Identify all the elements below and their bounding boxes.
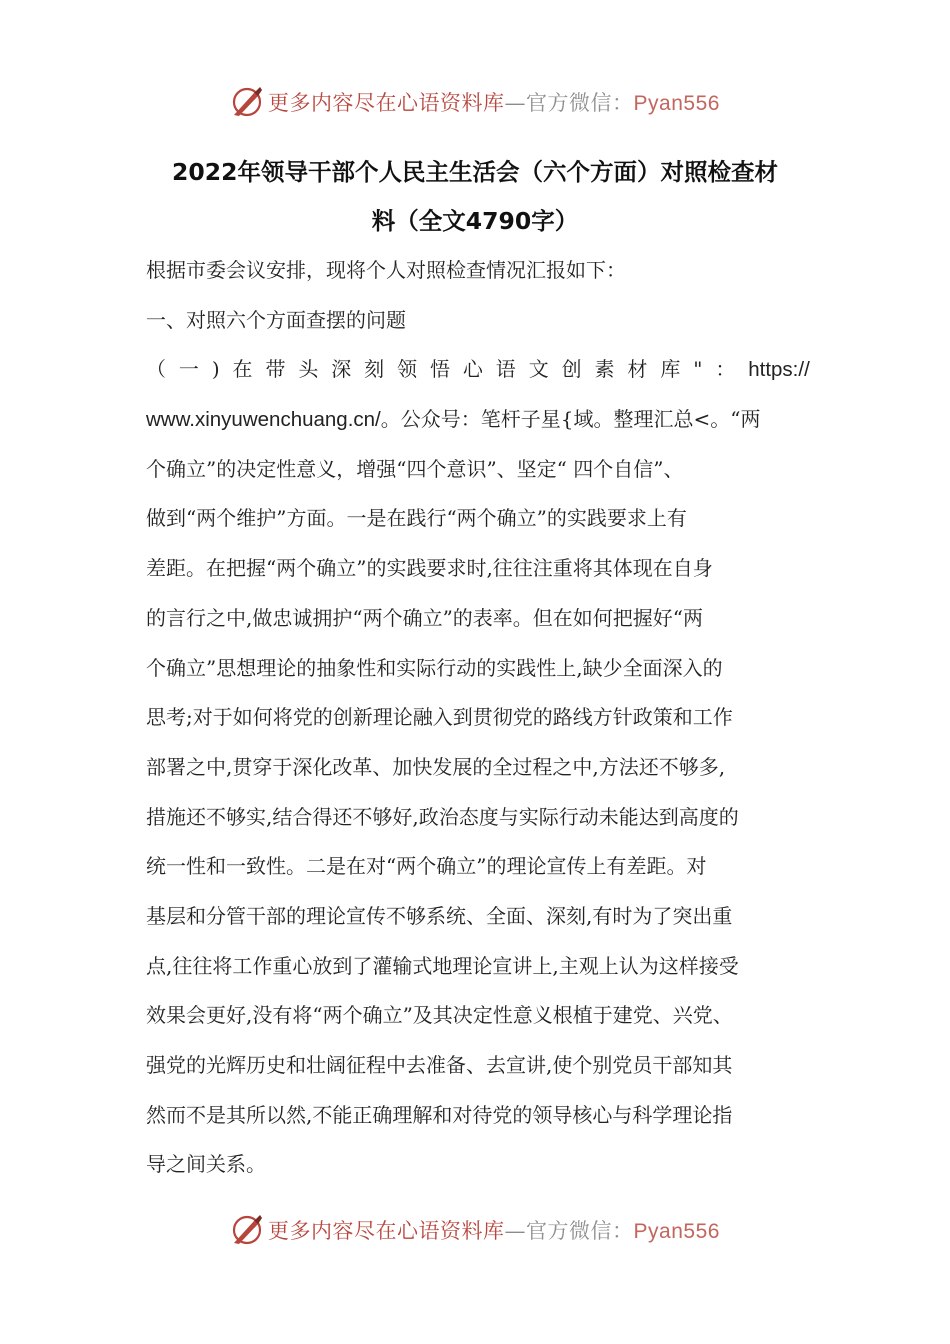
item-heading-line: （ 一 ) 在 带 头 深 刻 领 悟 心 语 文 创 素 材 库 " ： https://: [146, 345, 810, 395]
pen-logo-icon: [230, 85, 264, 119]
header-banner: [0, 82, 950, 122]
paragraph-line: 点,往往将工作重心放到了灌输式地理论宣讲上,主观上认为这样接受: [146, 953, 739, 978]
paragraph-line: 思考;对于如何将党的创新理论融入到贯彻党的路线方针政策和工作: [146, 705, 733, 730]
paragraph-line: 的言行之中,做忠诚拥护“两个确立”的表率。但在如何把握好“两: [146, 605, 704, 630]
paragraph-line: 统一性和一致性。二是在对“两个确立”的理论宣传上有差距。对: [146, 854, 707, 879]
title-line-2: 料（全文4790字）: [371, 207, 579, 235]
page-title: [110, 148, 840, 246]
paragraph-line: 差距。在把握“两个确立”的实践要求时,往往注重将其体现在自身: [146, 556, 713, 581]
intro-paragraph: 根据市委会议安排，现将个人对照检查情况汇报如下：: [146, 258, 626, 282]
paragraph-line: 然而不是其所以然,不能正确理解和对待党的领导核心与科学理论指: [146, 1102, 733, 1127]
paragraph-line: 基层和分管干部的理论宣传不够系统、全面、深刻,有时为了突出重: [146, 903, 733, 928]
paragraph-line: 效果会更好,没有将“两个确立”及其决定性意义根植于建党、兴党、: [146, 1003, 733, 1028]
paragraph-line: 个确立”思想理论的抽象性和实际行动的实践性上,缺少全面深入的: [146, 655, 723, 680]
paragraph-line: www.xinyuwenchuang.cn/。公众号：笔杆子星{域。整理汇总<。“两: [146, 407, 761, 432]
paragraph-line: 个确立”的决定性意义，增强“四个意识”、坚定“ 四个自信”、: [146, 456, 684, 481]
paragraph-line: 部署之中,贯穿于深化改革、加快发展的全过程之中,方法还不够多,: [146, 754, 726, 779]
paragraph-line: 措施还不够实,结合得还不够好,政治态度与实际行动未能达到高度的: [146, 804, 739, 829]
title-line-1: 2022年领导干部个人民主生活会（六个方面）对照检查材: [172, 158, 778, 186]
paragraph-line: 强党的光辉历史和壮阔征程中去准备、去宣讲,使个别党员干部知其: [146, 1053, 733, 1077]
paragraph-line: 做到“两个维护”方面。一是在践行“两个确立”的实践要求上有: [146, 506, 687, 531]
document-body: [146, 246, 810, 1190]
footer-banner: [0, 1210, 950, 1250]
url-link-part-2[interactable]: www.xinyuwenchuang.cn/: [146, 408, 381, 432]
banner-text: 更多内容尽在心语资料库—官方微信：Pyan556: [268, 91, 720, 115]
url-link-part-1[interactable]: https://: [748, 358, 810, 382]
pen-logo-icon: [230, 1213, 264, 1247]
banner-text: 更多内容尽在心语资料库—官方微信：Pyan556: [268, 1219, 720, 1243]
paragraph-line: 导之间关系。: [146, 1152, 266, 1177]
section-heading: 一、对照六个方面查摆的问题: [146, 307, 406, 332]
